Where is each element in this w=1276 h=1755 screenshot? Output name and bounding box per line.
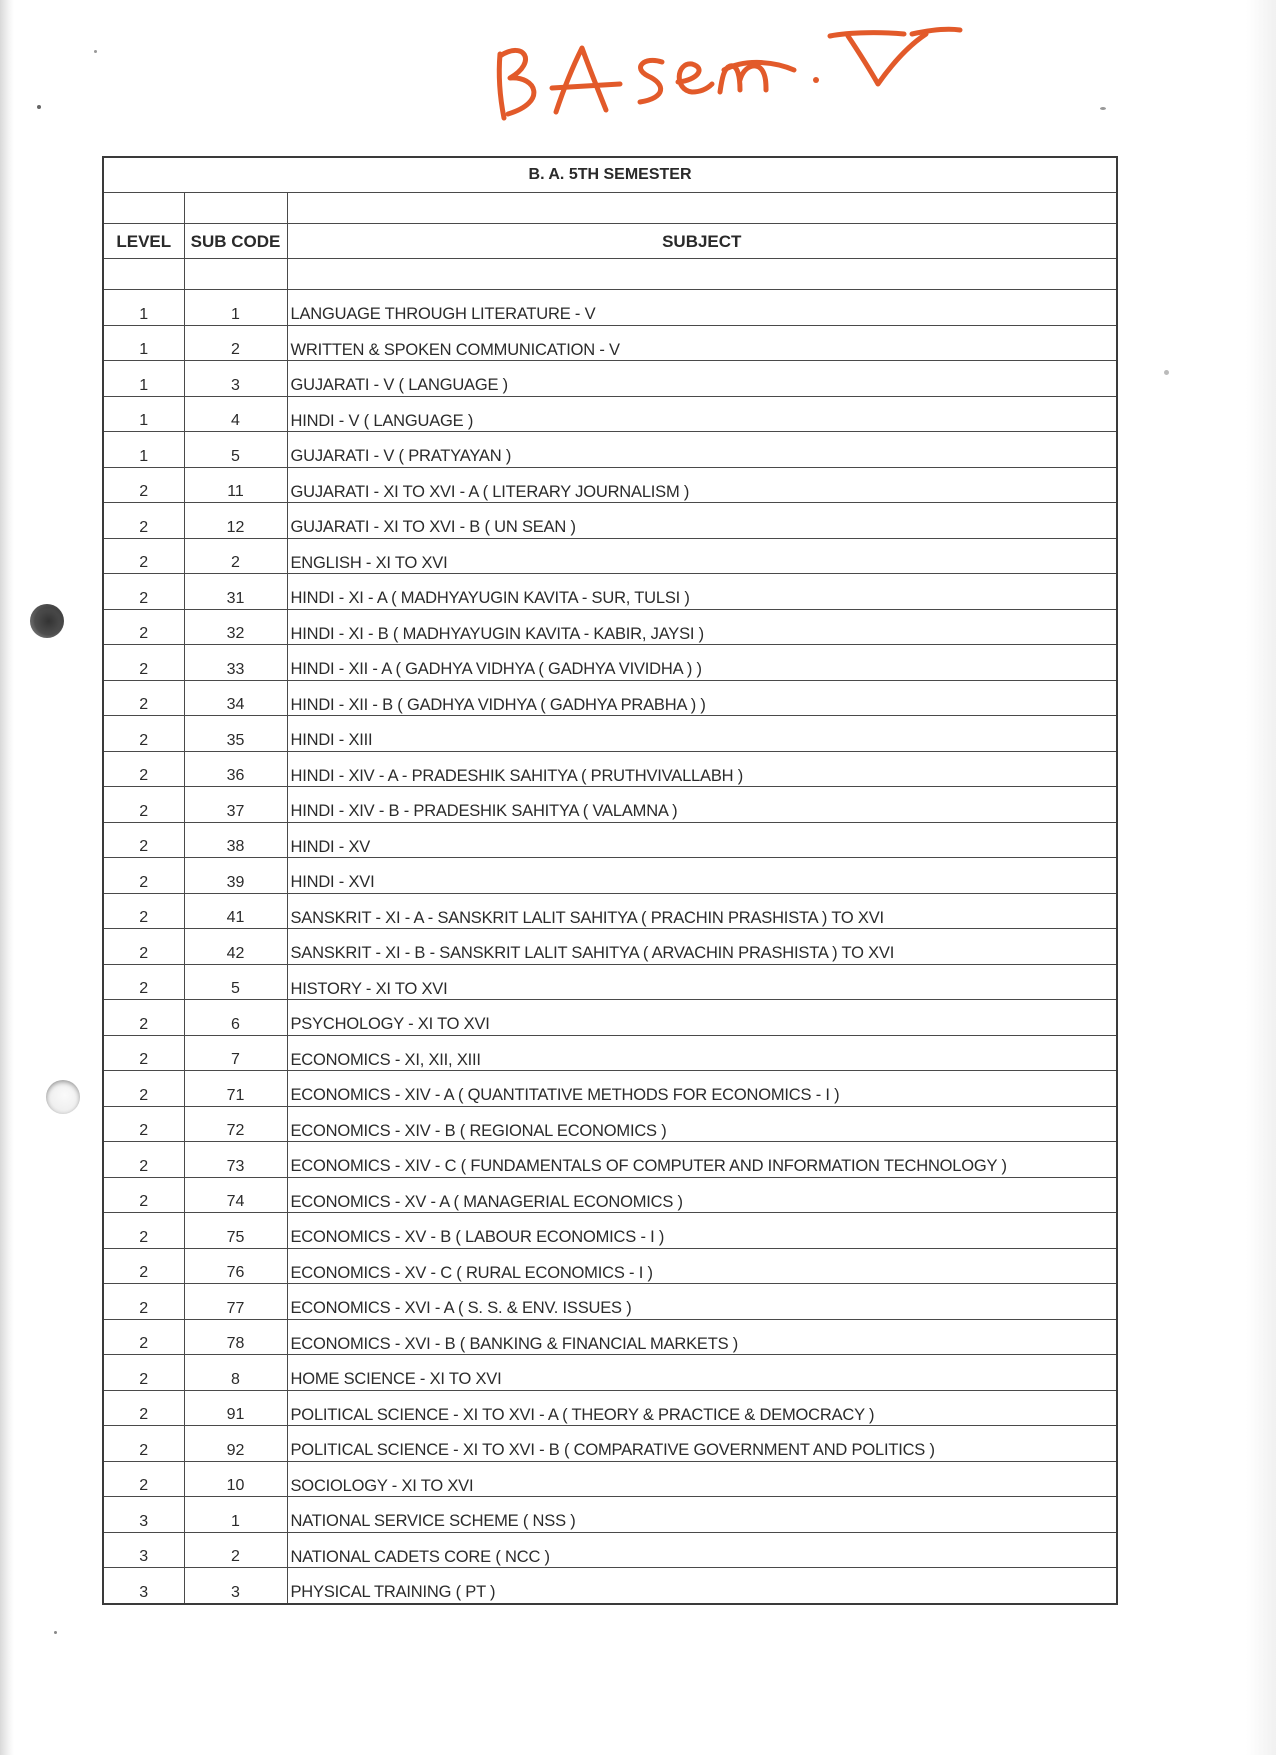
level-cell: 2 [103, 1177, 184, 1213]
subject-cell: PHYSICAL TRAINING ( PT ) [287, 1568, 1117, 1604]
sub-code-cell: 39 [184, 858, 287, 894]
subject-cell: ECONOMICS - XIV - C ( FUNDAMENTALS OF COMPUTER AND INFORMATION TECHNOLOGY ) [287, 1142, 1117, 1178]
spacer-cell [287, 259, 1117, 290]
scan-speck [54, 1631, 57, 1634]
sub-code-cell: 38 [184, 822, 287, 858]
subject-cell: WRITTEN & SPOKEN COMMUNICATION - V [287, 325, 1117, 361]
level-cell: 2 [103, 1319, 184, 1355]
level-cell: 2 [103, 1106, 184, 1142]
level-cell: 2 [103, 574, 184, 610]
level-cell: 2 [103, 1213, 184, 1249]
level-cell: 2 [103, 609, 184, 645]
level-cell: 2 [103, 1248, 184, 1284]
sub-code-cell: 5 [184, 432, 287, 468]
spacer-cell [184, 193, 287, 224]
subject-cell: PSYCHOLOGY - XI TO XVI [287, 1000, 1117, 1036]
table-row [103, 467, 1117, 503]
scan-left-edge-shadow [0, 0, 14, 1755]
subject-cell: ECONOMICS - XIV - B ( REGIONAL ECONOMICS ) [287, 1106, 1117, 1142]
subject-cell: ECONOMICS - XV - C ( RURAL ECONOMICS - I ) [287, 1248, 1117, 1284]
level-cell: 2 [103, 858, 184, 894]
subject-cell: ECONOMICS - XV - A ( MANAGERIAL ECONOMICS ) [287, 1177, 1117, 1213]
level-cell: 2 [103, 538, 184, 574]
spacer-cell [184, 259, 287, 290]
level-cell: 2 [103, 1390, 184, 1426]
table-header-row [103, 224, 1117, 259]
sub-code-cell: 1 [184, 290, 287, 326]
level-cell: 2 [103, 680, 184, 716]
semester-subject-table [102, 156, 1118, 1605]
sub-code-cell: 91 [184, 1390, 287, 1426]
level-cell: 2 [103, 1284, 184, 1320]
table-row [103, 290, 1117, 326]
scan-speck [1100, 107, 1106, 110]
table-row [103, 396, 1117, 432]
subject-cell: POLITICAL SCIENCE - XI TO XVI - A ( THEORY & PRACTICE & DEMOCRACY ) [287, 1390, 1117, 1426]
level-cell: 2 [103, 1000, 184, 1036]
level-cell: 2 [103, 1035, 184, 1071]
table-row [103, 1071, 1117, 1107]
sub-code-cell: 37 [184, 787, 287, 823]
scan-speck [94, 50, 97, 53]
subject-cell: HINDI - XV [287, 822, 1117, 858]
table-row [103, 716, 1117, 752]
subject-cell: ECONOMICS - XIV - A ( QUANTITATIVE METHODS FOR ECONOMICS - I ) [287, 1071, 1117, 1107]
subject-cell: ECONOMICS - XVI - B ( BANKING & FINANCIAL MARKETS ) [287, 1319, 1117, 1355]
level-cell: 2 [103, 1355, 184, 1391]
sub-code-cell: 12 [184, 503, 287, 539]
table-row [103, 1426, 1117, 1462]
subject-cell: HINDI - XII - B ( GADHYA VIDHYA ( GADHYA PRABHA ) ) [287, 680, 1117, 716]
level-cell: 2 [103, 964, 184, 1000]
subject-cell: HINDI - V ( LANGUAGE ) [287, 396, 1117, 432]
sub-code-cell: 33 [184, 645, 287, 681]
sub-code-cell: 92 [184, 1426, 287, 1462]
subject-cell: HINDI - XII - A ( GADHYA VIDHYA ( GADHYA VIVIDHA ) ) [287, 645, 1117, 681]
level-cell: 1 [103, 325, 184, 361]
sub-code-cell: 5 [184, 964, 287, 1000]
table-row [103, 787, 1117, 823]
subject-cell: HINDI - XVI [287, 858, 1117, 894]
sub-code-cell: 4 [184, 396, 287, 432]
subject-cell: HISTORY - XI TO XVI [287, 964, 1117, 1000]
level-cell: 2 [103, 503, 184, 539]
sub-code-cell: 35 [184, 716, 287, 752]
table-row [103, 1248, 1117, 1284]
level-cell: 2 [103, 467, 184, 503]
level-cell: 2 [103, 787, 184, 823]
table-row [103, 1284, 1117, 1320]
sub-code-cell: 2 [184, 325, 287, 361]
level-cell: 3 [103, 1532, 184, 1568]
level-cell: 2 [103, 716, 184, 752]
level-cell: 1 [103, 290, 184, 326]
sub-code-cell: 77 [184, 1284, 287, 1320]
level-cell: 2 [103, 645, 184, 681]
table-row [103, 361, 1117, 397]
subject-cell: SANSKRIT - XI - A - SANSKRIT LALIT SAHITYA ( PRACHIN PRASHISTA ) TO XVI [287, 893, 1117, 929]
table-row [103, 964, 1117, 1000]
subject-cell: GUJARATI - V ( PRATYAYAN ) [287, 432, 1117, 468]
table-row [103, 1213, 1117, 1249]
level-cell: 2 [103, 1142, 184, 1178]
subject-cell: GUJARATI - V ( LANGUAGE ) [287, 361, 1117, 397]
subject-cell: SOCIOLOGY - XI TO XVI [287, 1461, 1117, 1497]
subject-cell: HINDI - XI - B ( MADHYAYUGIN KAVITA - KABIR, JAYSI ) [287, 609, 1117, 645]
sub-code-cell: 78 [184, 1319, 287, 1355]
level-cell: 2 [103, 751, 184, 787]
subject-cell: GUJARATI - XI TO XVI - A ( LITERARY JOURNALISM ) [287, 467, 1117, 503]
subject-cell: ENGLISH - XI TO XVI [287, 538, 1117, 574]
table-spacer-row [103, 259, 1117, 290]
subject-cell: HINDI - XI - A ( MADHYAYUGIN KAVITA - SUR, TULSI ) [287, 574, 1117, 610]
table-row [103, 1461, 1117, 1497]
subject-cell: ECONOMICS - XV - B ( LABOUR ECONOMICS - I ) [287, 1213, 1117, 1249]
table-row [103, 503, 1117, 539]
sub-code-cell: 41 [184, 893, 287, 929]
sub-code-cell: 8 [184, 1355, 287, 1391]
punch-hole-upper [30, 604, 64, 638]
subject-cell: ECONOMICS - XI, XII, XIII [287, 1035, 1117, 1071]
table-row [103, 1532, 1117, 1568]
subject-cell: HOME SCIENCE - XI TO XVI [287, 1355, 1117, 1391]
subject-column-header: SUBJECT [287, 224, 1117, 259]
subject-cell: NATIONAL CADETS CORE ( NCC ) [287, 1532, 1117, 1568]
sub-code-cell: 10 [184, 1461, 287, 1497]
spacer-cell [287, 193, 1117, 224]
level-cell: 1 [103, 432, 184, 468]
level-cell: 3 [103, 1497, 184, 1533]
table-row [103, 574, 1117, 610]
sub-code-cell: 73 [184, 1142, 287, 1178]
subject-cell: POLITICAL SCIENCE - XI TO XVI - B ( COMPARATIVE GOVERNMENT AND POLITICS ) [287, 1426, 1117, 1462]
subject-cell: GUJARATI - XI TO XVI - B ( UN SEAN ) [287, 503, 1117, 539]
sub-code-cell: 71 [184, 1071, 287, 1107]
table-row [103, 1106, 1117, 1142]
sub-code-cell: 2 [184, 538, 287, 574]
subject-cell: SANSKRIT - XI - B - SANSKRIT LALIT SAHITYA ( ARVACHIN PRASHISTA ) TO XVI [287, 929, 1117, 965]
table-row [103, 680, 1117, 716]
sub-code-cell: 42 [184, 929, 287, 965]
table-row [103, 822, 1117, 858]
table-row [103, 1035, 1117, 1071]
table-row [103, 1177, 1117, 1213]
table-title-row [103, 157, 1117, 193]
table-title: B. A. 5TH SEMESTER [103, 157, 1117, 193]
level-cell: 1 [103, 396, 184, 432]
table-row [103, 1319, 1117, 1355]
level-cell: 2 [103, 822, 184, 858]
level-cell: 2 [103, 1461, 184, 1497]
subject-cell: HINDI - XIV - A - PRADESHIK SAHITYA ( PRUTHVIVALLABH ) [287, 751, 1117, 787]
sub-code-column-header: SUB CODE [184, 224, 287, 259]
table-row [103, 751, 1117, 787]
level-cell: 2 [103, 1426, 184, 1462]
sub-code-cell: 34 [184, 680, 287, 716]
spacer-cell [103, 259, 184, 290]
sub-code-cell: 32 [184, 609, 287, 645]
sub-code-cell: 74 [184, 1177, 287, 1213]
table-row [103, 929, 1117, 965]
handwritten-note-ba-sem-v [494, 18, 964, 122]
level-cell: 2 [103, 1071, 184, 1107]
table-row [103, 538, 1117, 574]
table-row [103, 1390, 1117, 1426]
subject-cell: ECONOMICS - XVI - A ( S. S. & ENV. ISSUES ) [287, 1284, 1117, 1320]
sub-code-cell: 75 [184, 1213, 287, 1249]
scan-right-edge-shadow [1246, 0, 1276, 1755]
table-row [103, 645, 1117, 681]
table-row [103, 1000, 1117, 1036]
level-cell: 2 [103, 893, 184, 929]
table-row [103, 1355, 1117, 1391]
sub-code-cell: 3 [184, 361, 287, 397]
sub-code-cell: 31 [184, 574, 287, 610]
level-cell: 1 [103, 361, 184, 397]
table-row [103, 1142, 1117, 1178]
sub-code-cell: 3 [184, 1568, 287, 1604]
sub-code-cell: 36 [184, 751, 287, 787]
sub-code-cell: 7 [184, 1035, 287, 1071]
table-row [103, 893, 1117, 929]
scan-speck [1164, 370, 1169, 375]
table-row [103, 432, 1117, 468]
subject-cell: NATIONAL SERVICE SCHEME ( NSS ) [287, 1497, 1117, 1533]
table-row [103, 1568, 1117, 1604]
spacer-cell [103, 193, 184, 224]
table-spacer-row [103, 193, 1117, 224]
sub-code-cell: 2 [184, 1532, 287, 1568]
table-row [103, 325, 1117, 361]
table-row [103, 1497, 1117, 1533]
sub-code-cell: 72 [184, 1106, 287, 1142]
level-cell: 3 [103, 1568, 184, 1604]
subject-cell: HINDI - XIII [287, 716, 1117, 752]
scan-speck [37, 105, 41, 109]
sub-code-cell: 11 [184, 467, 287, 503]
table-row [103, 609, 1117, 645]
table-row [103, 858, 1117, 894]
level-cell: 2 [103, 929, 184, 965]
subject-cell: HINDI - XIV - B - PRADESHIK SAHITYA ( VALAMNA ) [287, 787, 1117, 823]
punch-hole-lower [46, 1080, 80, 1114]
level-column-header: LEVEL [103, 224, 184, 259]
sub-code-cell: 6 [184, 1000, 287, 1036]
sub-code-cell: 1 [184, 1497, 287, 1533]
subject-cell: LANGUAGE THROUGH LITERATURE - V [287, 290, 1117, 326]
sub-code-cell: 76 [184, 1248, 287, 1284]
table-body [103, 290, 1117, 1604]
